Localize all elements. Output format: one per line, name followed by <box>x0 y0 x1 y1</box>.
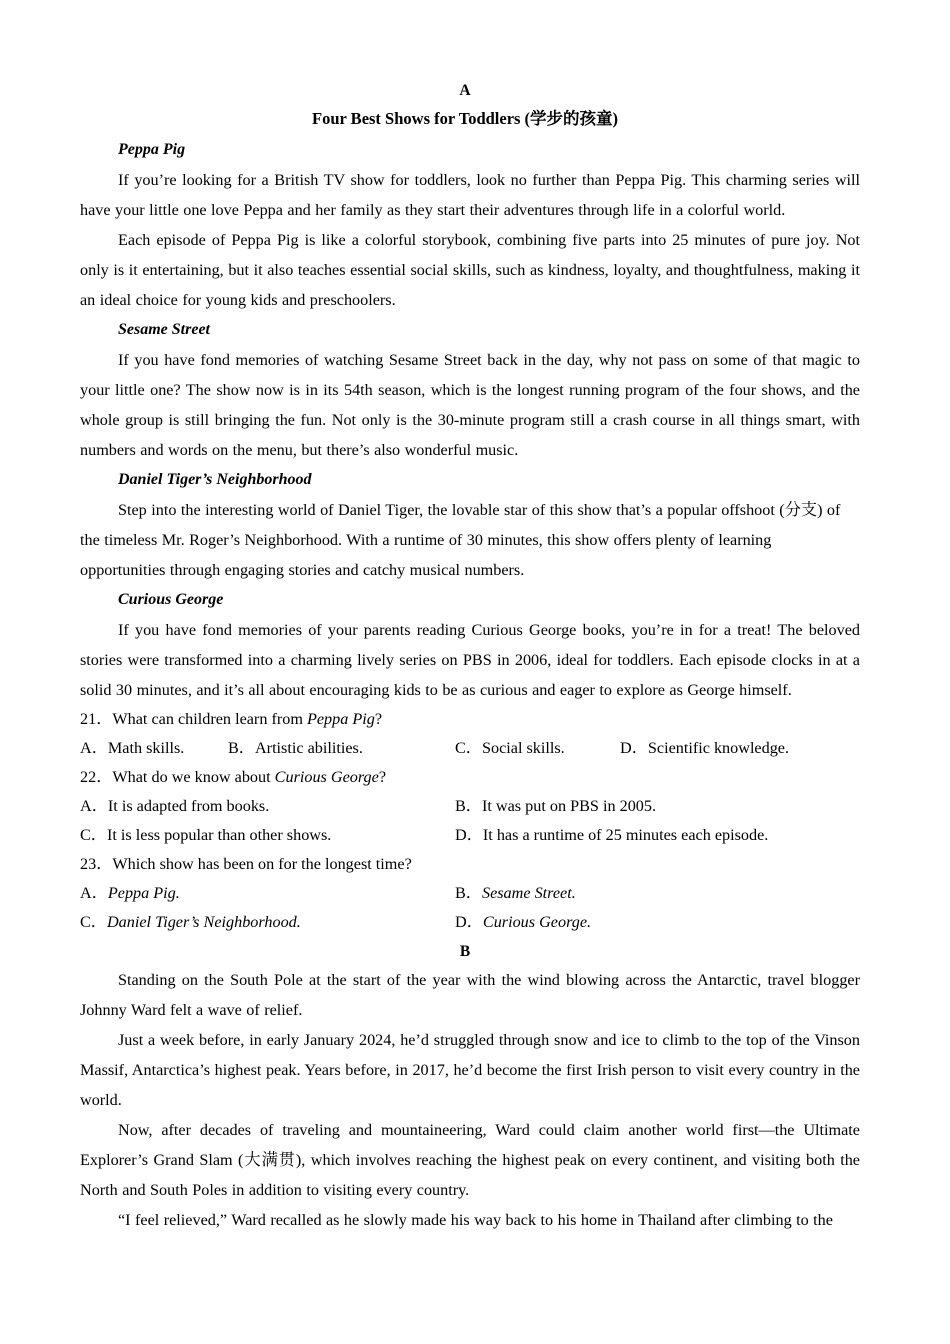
option-text: It has a runtime of 25 minutes each episode. <box>482 826 769 844</box>
show-paragraph: Step into the interesting world of Daniel Tiger, the lovable star of this show that’s a popular offshoot (分支) of the timeless Mr. Roger’s Neighborhood. With a runtime of 30 minutes, this show offers plenty of learning opportunities through engaging stories and catchy musical numbers. <box>80 501 841 579</box>
option-c[interactable] <box>455 734 620 763</box>
option-b[interactable] <box>228 734 455 763</box>
option-d[interactable] <box>620 734 789 763</box>
show-paragraph: If you’re looking for a British TV show for toddlers, look no further than Peppa Pig. This charming series will have your little one love Peppa and her family as they start their adventures through life in a colorful world. <box>80 171 860 219</box>
show-heading: Daniel Tiger’s Neighborhood <box>118 471 312 488</box>
page-title <box>80 104 860 133</box>
option-a[interactable] <box>80 734 228 763</box>
option-b[interactable] <box>455 792 656 821</box>
option-text: It is adapted from books. <box>107 797 270 815</box>
option-label: D． <box>620 739 648 757</box>
option-b[interactable] <box>455 879 576 908</box>
show-heading: Curious George <box>118 591 224 608</box>
section-letter-b: B <box>459 943 471 960</box>
question-stem-text: Which show has been on for the longest time? <box>112 855 412 873</box>
question-stem <box>80 850 860 879</box>
option-label: B． <box>455 797 482 815</box>
passage-b-paragraph: “I feel relieved,” Ward recalled as he slowly made his way back to his home in Thailand after climbing to the <box>118 1211 833 1229</box>
option-d[interactable] <box>455 908 591 937</box>
section-letter-a: A <box>459 82 471 99</box>
page-title-chinese: (学步的孩童) <box>524 109 618 128</box>
option-label: C． <box>80 913 107 931</box>
option-label: A． <box>80 739 108 757</box>
option-label: D． <box>455 826 483 844</box>
option-a[interactable] <box>80 792 455 821</box>
option-text: Daniel Tiger’s Neighborhood. <box>106 913 301 931</box>
question-stem-text: What can children learn from <box>112 710 307 728</box>
option-label: A． <box>80 797 108 815</box>
passage-b-paragraph: Just a week before, in early January 2024, he’d struggled through snow and ice to climb to the top of the Vinson Massif, Antarctica’s highest peak. Years before, in 2017, he’d become the first Irish person to visit every country in the world. <box>80 1031 860 1109</box>
option-row <box>80 821 860 850</box>
option-row <box>80 734 860 763</box>
show-block-peppa-pig <box>80 135 860 315</box>
option-text: Curious George. <box>482 913 592 931</box>
show-block-daniel-tigers-neighborhood <box>80 465 860 585</box>
option-text: It is less popular than other shows. <box>106 826 332 844</box>
question-number: 22． <box>80 768 113 786</box>
question-stem-tail: ? <box>378 768 387 786</box>
option-label: B． <box>455 884 482 902</box>
question-stem-text: What do we know about <box>112 768 275 786</box>
option-text: Artistic abilities. <box>254 739 363 757</box>
show-paragraph: If you have fond memories of watching Sesame Street back in the day, why not pass on some of that magic to your little one? The show now is in its 54th season, which is the longest running program of the four shows, and the whole group is still bringing the fun. Not only is the 30-minute program still a crash course in all things smart, with numbers and words on the menu, but there’s also wonderful music. <box>80 351 860 459</box>
option-label: C． <box>455 739 482 757</box>
option-label: A． <box>80 884 108 902</box>
option-text: Social skills. <box>481 739 565 757</box>
option-a[interactable] <box>80 879 455 908</box>
question-stem-title: Curious George <box>274 768 379 786</box>
option-d[interactable] <box>455 821 768 850</box>
question-number: 23． <box>80 855 113 873</box>
option-label: C． <box>80 826 107 844</box>
show-block-curious-george <box>80 585 860 705</box>
option-c[interactable] <box>80 908 455 937</box>
option-row <box>80 792 860 821</box>
passage-b-paragraph: Now, after decades of traveling and mountaineering, Ward could claim another world first—the Ultimate Explorer’s Grand Slam (大满贯), which involves reaching the highest peak on every continent, and visiting both the North and South Poles in addition to visiting every country. <box>80 1121 860 1199</box>
question-21 <box>80 705 860 763</box>
passage-a <box>80 78 860 705</box>
question-number: 21． <box>80 710 113 728</box>
question-stem <box>80 705 860 734</box>
show-paragraph: Each episode of Peppa Pig is like a colorful storybook, combining five parts into 25 minutes of pure joy. Not only is it entertaining, but it also teaches essential social skills, such as kindness, loyalty, and thoughtfulness, making it an ideal choice for young kids and preschoolers. <box>80 231 860 309</box>
show-heading: Peppa Pig <box>118 141 186 158</box>
option-row <box>80 879 860 908</box>
show-paragraph: If you have fond memories of your parents reading Curious George books, you’re in for a treat! The beloved stories were transformed into a charming lively series on PBS in 2006, ideal for toddlers. Each episode clocks in at a solid 30 minutes, and it’s all about encouraging kids to be as curious and eager to explore as George himself. <box>80 621 860 699</box>
option-text: It was put on PBS in 2005. <box>481 797 657 815</box>
option-label: B． <box>228 739 255 757</box>
question-stem-tail: ? <box>374 710 383 728</box>
option-row <box>80 908 860 937</box>
page-title-english: Four Best Shows for Toddlers <box>312 109 521 128</box>
question-stem-title: Peppa Pig <box>306 710 375 728</box>
option-text: Peppa Pig. <box>107 884 180 902</box>
option-text: Math skills. <box>107 739 185 757</box>
option-label: D． <box>455 913 483 931</box>
option-c[interactable] <box>80 821 455 850</box>
show-heading: Sesame Street <box>118 321 210 338</box>
option-text: Sesame Street. <box>481 884 576 902</box>
passage-b <box>80 939 860 1235</box>
question-23 <box>80 850 860 937</box>
question-list <box>80 705 860 937</box>
show-block-sesame-street <box>80 315 860 465</box>
passage-b-paragraph: Standing on the South Pole at the start of the year with the wind blowing across the Antarctic, travel blogger Johnny Ward felt a wave of relief. <box>80 971 860 1019</box>
question-stem <box>80 763 860 792</box>
question-22 <box>80 763 860 850</box>
option-text: Scientific knowledge. <box>647 739 790 757</box>
